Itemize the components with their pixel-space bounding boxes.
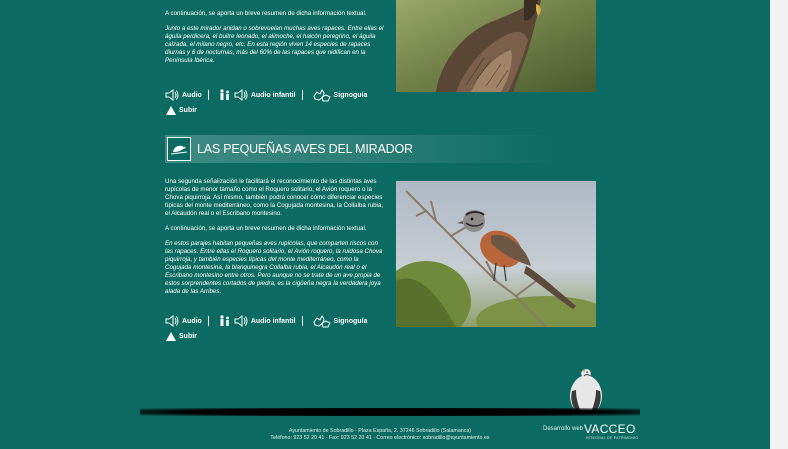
speaker-icon	[165, 89, 179, 101]
audio-label: Audio	[182, 317, 202, 325]
signoguia-label: Signoguía	[333, 317, 368, 325]
subir-label: Subir	[179, 107, 197, 114]
audio-label: Audio	[182, 91, 202, 99]
footer-line-2: Teléfono: 923 52 20 41 · Fax: 923 52 20 41 · Correo electrónico: sobradillo@ayuntamiento.es	[270, 435, 490, 441]
signoguia-label: Signoguía	[333, 91, 368, 99]
subir-link-2[interactable]	[166, 332, 197, 341]
subir-link-1[interactable]	[166, 106, 197, 115]
media-links-1	[165, 88, 367, 102]
up-arrow-icon	[166, 106, 176, 115]
footer-divider	[140, 408, 640, 416]
page-right-margin	[770, 0, 788, 449]
section2-paragraph-b: A continuación, se aporta un breve resumen de dicha información textual.	[165, 225, 367, 232]
separator	[302, 90, 303, 100]
up-arrow-icon	[166, 332, 176, 341]
family-icon	[219, 315, 231, 327]
speaker-icon	[165, 315, 179, 327]
footer-line-1: Ayuntamiento de Sobradillo · Plaza España, 2. 37246 Sobradillo (Salamanca)	[288, 428, 472, 434]
family-icon	[219, 89, 231, 101]
developer-credit[interactable]	[543, 426, 583, 432]
section2-banner	[165, 135, 555, 163]
speaker-icon	[234, 315, 248, 327]
audio-infantil-label: Audio infantil	[250, 91, 296, 99]
developer-brand[interactable]: VACCEO	[584, 422, 636, 436]
subir-label: Subir	[179, 333, 197, 340]
audio-link[interactable]	[165, 89, 202, 101]
audio-infantil-link[interactable]	[219, 89, 296, 101]
speaker-icon	[234, 89, 248, 101]
separator	[302, 316, 303, 326]
sign-language-icon	[313, 89, 331, 102]
bird-logo-icon	[167, 137, 191, 161]
footer-address	[250, 428, 510, 442]
section1-text	[165, 10, 385, 72]
section2-title: LAS PEQUEÑAS AVES DEL MIRADOR	[197, 142, 413, 156]
section1-paragraph-b: Junto a este mirador anidan o sobrevuelan muchas aves rapaces. Entre ellas el águila perdicera, el buitre leonado, el alimoche, el halcón peregrino, el águila calzada, el milano negro, etc. En esta región viven 14 especies de rapaces diurnas y 6 de nocturnas, más del 60% de las rapaces que nidifican en la Península Ibérica.	[165, 25, 384, 64]
audio-link[interactable]	[165, 315, 202, 327]
developer-brand-subtitle: INTEGRAL DE PATRIMONIO	[586, 436, 639, 440]
small-bird-photo	[396, 181, 596, 327]
audio-infantil-link[interactable]	[219, 315, 296, 327]
separator	[208, 316, 209, 326]
audio-infantil-label: Audio infantil	[250, 317, 296, 325]
media-links-2	[165, 314, 367, 328]
separator	[208, 90, 209, 100]
signoguia-link[interactable]	[313, 89, 368, 102]
signoguia-link[interactable]	[313, 315, 368, 328]
section2-paragraph-c: En estos parajes habitan pequeñas aves rupícolas, que comparten riscos con las rapaces. Entre ellas el Roquero solitario, el Avión roquero, la ruidosa Chova piquirroja, y también especies típicas del monte mediterráneo, como la Cogujada montesina, la blanquinegra Collalba rubia, el Alcaudón real o el Escribano montesino entre otros. Pero aunque no se trate de un ave propia de estos sorprendentes cortados de piedra, es la cigüeña negra la verdadera joya alada de las Arribes.	[165, 240, 383, 295]
section1-paragraph-a: A continuación, se aporta un breve resumen de dicha información textual.	[165, 10, 367, 17]
section2-text	[165, 178, 385, 303]
sign-language-icon	[313, 315, 331, 328]
raptor-photo	[396, 0, 596, 92]
section2-paragraph-a: Una segunda señalización le facilitará el reconocimiento de las distintas aves rupícolas de menor tamaño como el Roquero solitario, el Avión roquero o la Chova piquirroja. Así mismo, también podrá conocer cómo diferenciar especies típicas del monte mediterráneo, como la Cogujada montesina, la Collalba rubia, el Alcaudón real o el Escribano montesino.	[165, 178, 384, 217]
developer-label: Desarrollo web	[543, 426, 584, 432]
